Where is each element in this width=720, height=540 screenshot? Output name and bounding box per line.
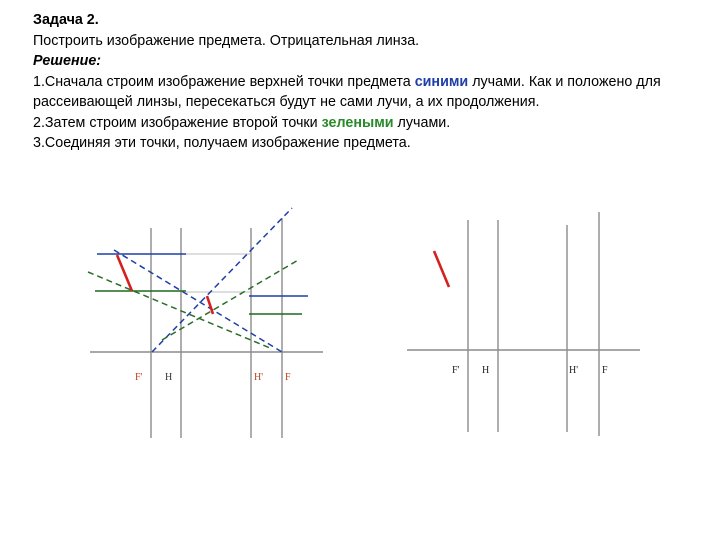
solution-label: Решение: (33, 53, 102, 69)
step-1-prefix: 1.Сначала строим изображение верхней точки предмета (33, 73, 415, 90)
left-label-f: F (285, 372, 291, 383)
task-title: Задача 2. (33, 12, 99, 28)
right-label-h-prime: H' (569, 365, 579, 376)
left-label-h-prime: H' (254, 372, 264, 383)
left-blue-ray-diverging (152, 208, 292, 352)
left-label-f-prime: F' (135, 372, 143, 383)
step-1-highlight: синими (414, 73, 469, 90)
left-blue-ray-center (114, 250, 282, 352)
step-2-prefix: 2.Затем строим изображение второй точки (33, 114, 322, 131)
task-statement: Построить изображение предмета. Отрицательная линза. (33, 32, 420, 49)
step-2-suffix: лучами. (393, 114, 451, 131)
left-green-ray-diverging (88, 272, 270, 348)
step-1-suffix: лучами. Как и положено для рассеивающей линзы, пересекаться будут не сами лучи, а их продолжения. (33, 73, 661, 110)
step-3: 3.Соединяя эти точки, получаем изображение предмета. (33, 135, 411, 151)
right-object-arrow (434, 251, 449, 287)
right-label-f-prime: F' (452, 365, 460, 376)
step-2-highlight: зелеными (321, 114, 394, 131)
left-diagram (88, 208, 323, 438)
right-label-h: H (482, 365, 490, 376)
left-label-h: H (165, 372, 173, 383)
right-label-f: F (602, 365, 608, 376)
right-diagram (407, 212, 640, 436)
